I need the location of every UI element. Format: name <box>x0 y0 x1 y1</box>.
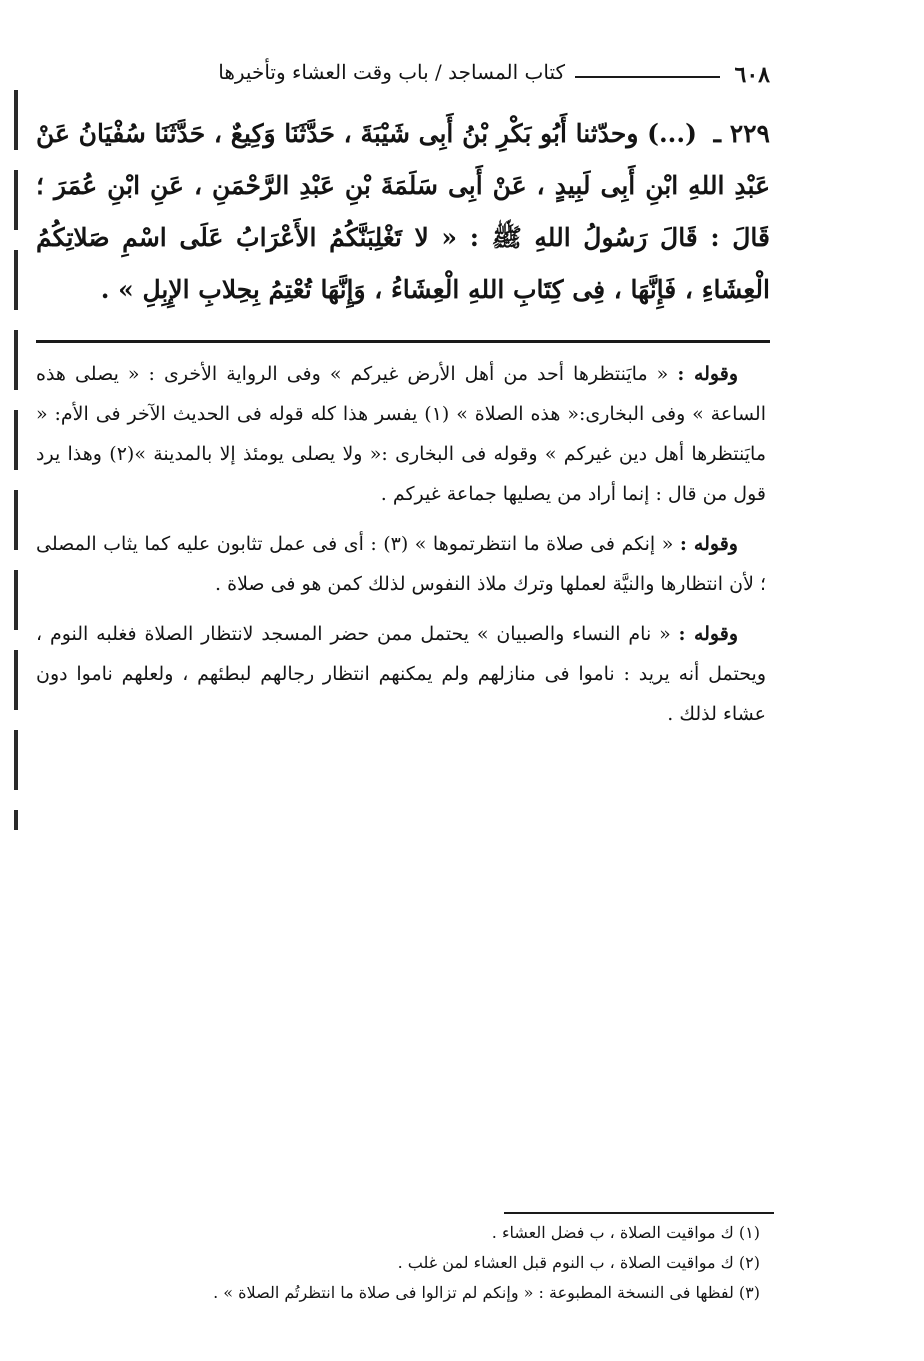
page-number: ٦٠٨ <box>734 62 770 88</box>
paragraph-text: « مايَنتظرها أحد من أهل الأرض غيركم » وفى الرواية الأخرى : « يصلى هذه الساعة » وفى البخارى:« هذه الصلاة » (١) يفسر هذا كله قوله فى الحديث الآخر فى الأم: « مايَنتظرها أهل دين غيركم » وقوله فى البخارى :« ولا يصلى يومئذ إلا بالمدينة »(٢) وهذا يرد قول من قال : إنما أراد من يصليها جماعة غيركم . <box>36 363 766 505</box>
commentary-section <box>36 354 766 744</box>
page-header <box>30 52 770 92</box>
commentary-paragraph <box>36 354 766 514</box>
running-title: كتاب المساجد / باب وقت العشاء وتأخيرها <box>218 60 565 84</box>
footnote-3: (٣) لفظها فى النسخة المطبوعة : « وإنكم لم تزالوا فى صلاة ما انتظرتُم الصلاة » . <box>213 1283 760 1302</box>
paragraph-lead: وقوله : <box>677 363 738 385</box>
footnotes <box>120 1218 760 1308</box>
commentary-paragraph <box>36 524 766 604</box>
hadith-text: (...) وحدّثنا أَبُو بَكْرِ بْنُ أَبِى شَيْبَةَ ، حَدَّثَنَا وَكِيعٌ ، حَدَّثَنَا سُفْيَانُ عَنْ عَبْدِ اللهِ ابْنِ أَبِى لَبِيدٍ ، عَنْ أَبِى سَلَمَةَ بْنِ عَبْدِ الرَّحْمَنِ ، عَنِ ابْنِ عُمَرَ ؛ قَالَ : قَالَ رَسُولُ اللهِ ﷺ : « لا تَغْلِبَنَّكُمُ الأَعْرَابُ عَلَى اسْمِ صَلاتِكُمُ الْعِشَاءِ ، فَإِنَّهَا ، فِى كِتَابِ اللهِ الْعِشَاءُ ، وَإِنَّهَا تُعْتِمُ بِحِلابِ الإِبِلِ » . <box>36 119 770 304</box>
paragraph-lead: وقوله : <box>678 623 738 645</box>
paragraph-text: « إنكم فى صلاة ما انتظرتموها » (٣) : أى فى عمل تثابون عليه كما يثاب المصلى ؛ لأن انتظارها والنيَّة لعملها وترك ملاذ النفوس لذلك كمن هو فى صلاة . <box>36 533 766 595</box>
footnote-2: (٢) ك مواقيت الصلاة ، ب النوم قبل العشاء لمن غلب . <box>397 1253 760 1272</box>
footnote-1: (١) ك مواقيت الصلاة ، ب فضل العشاء . <box>491 1223 760 1242</box>
paragraph-text: « نام النساء والصبيان » يحتمل ممن حضر المسجد لانتظار الصلاة فغلبه النوم ، ويحتمل أنه يريد : ناموا فى منازلهم ولم يمكنهم انتظار رجالهم لبطئهم ، ولعلهم ناموا دون عشاء لذلك . <box>36 623 766 725</box>
section-divider <box>36 340 770 343</box>
header-rule <box>575 76 720 78</box>
commentary-paragraph <box>36 614 766 734</box>
hadith-text-block <box>36 108 770 316</box>
binding-edge-marks <box>14 90 18 830</box>
paragraph-lead: وقوله : <box>679 533 738 555</box>
footnote-rule <box>504 1212 774 1214</box>
hadith-number: ٢٢٩ ـ <box>713 119 770 148</box>
